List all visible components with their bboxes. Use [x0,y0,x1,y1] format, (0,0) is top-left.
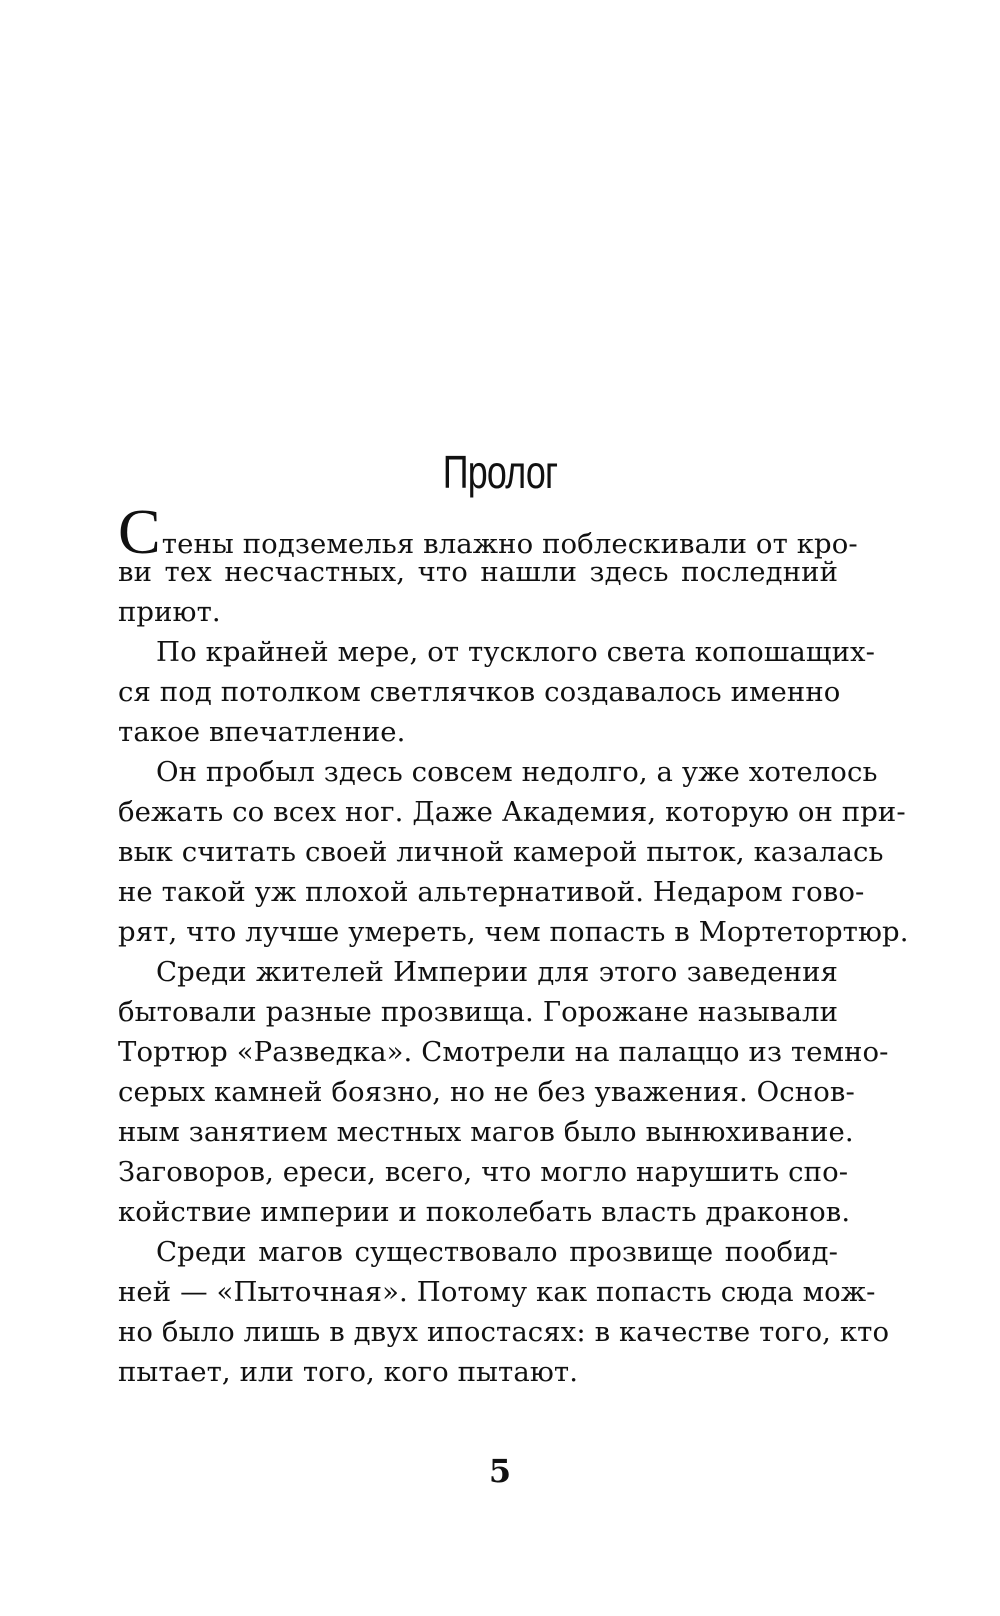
text-line: серых камней боязно, но не без уважения. Основ- [118,1076,855,1108]
text-line: койствие империи и поколебать власть драконов. [118,1196,851,1228]
text-line: такое впечатление. [118,716,406,748]
text-line: Среди жителей Империи для этого заведения [156,956,838,988]
text-line: рят, что лучше умереть, чем попасть в Мортетортюр. [118,916,909,948]
text-line: По крайней мере, от тусклого света копошащих- [156,636,876,668]
chapter-title: Пролог [442,446,558,498]
text-line: бытовали разные прозвища. Горожане называли [118,996,838,1028]
text-line: вык считать своей личной камерой пыток, казалась [118,836,884,868]
body-text [118,496,909,1392]
text-line: бежать со всех ног. Даже Академия, которую он при- [118,796,906,828]
text-line: не такой уж плохой альтернативой. Недаром гово- [118,876,865,908]
text-line: приют. [118,596,221,628]
text-line: ней — «Пыточная». Потому как попасть сюда мож- [118,1276,876,1308]
drop-cap: С [118,496,161,567]
text-line: пытает, или того, кого пытают. [118,1356,579,1388]
text-line-content: тены подземелья влажно поблескивали от кро- [161,528,858,560]
text-line: Заговоров, ереси, всего, что могло нарушить спо- [118,1156,849,1188]
text-line: но было лишь в двух ипостасях: в качестве того, кто [118,1316,890,1348]
text-line: ным занятием местных магов было вынюхивание. [118,1116,854,1148]
page-number: 5 [488,1452,512,1490]
text-line: ви тех несчастных, что нашли здесь последний [118,556,838,588]
text-line [118,496,858,567]
text-line: ся под потолком светлячков создавалось именно [118,676,841,708]
text-line: Тортюр «Разведка». Смотрели на палаццо из темно- [118,1036,889,1068]
text-line: Среди магов существовало прозвище пообид- [156,1236,838,1268]
text-line: Он пробыл здесь совсем недолго, а уже хотелось [156,756,878,788]
